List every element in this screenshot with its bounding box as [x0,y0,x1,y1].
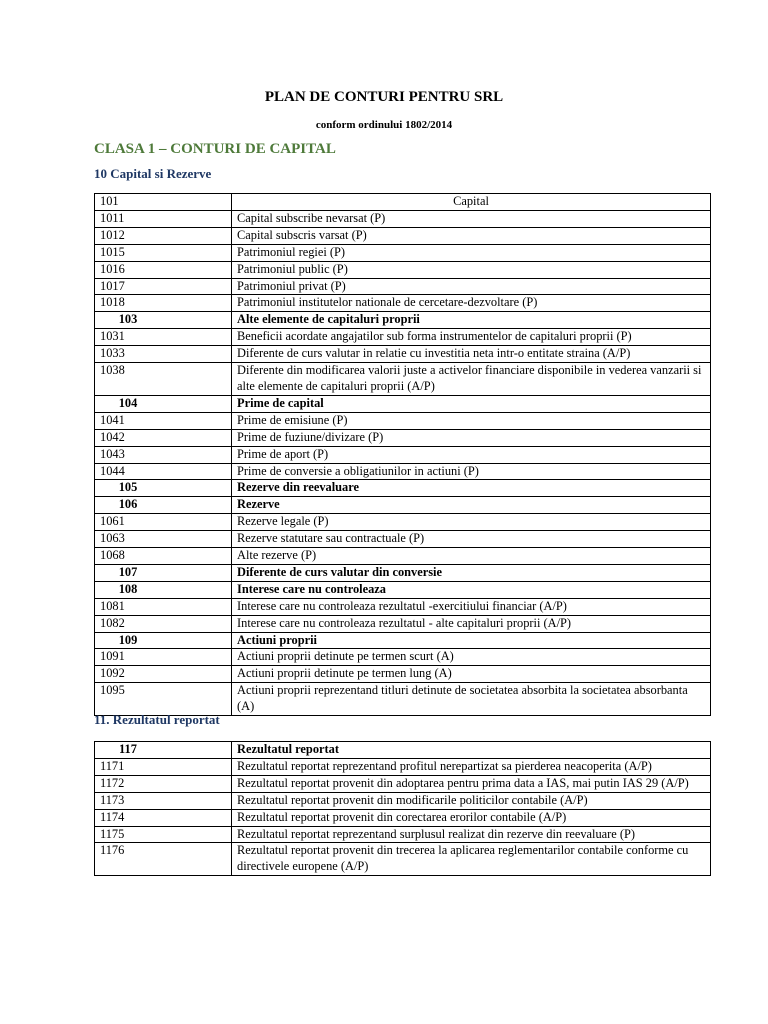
table-row [95,548,711,565]
account-code: 1011 [95,210,232,227]
account-code: 1082 [95,615,232,632]
account-code: 1061 [95,514,232,531]
account-code: 1172 [95,775,232,792]
table-row [95,843,711,876]
table-row [95,742,711,759]
page-subtitle: conform ordinului 1802/2014 [315,119,453,131]
table-row [95,649,711,666]
account-name: Patrimoniul public (P) [232,261,711,278]
account-name: Rezerve statutare sau contractuale (P) [232,531,711,548]
account-name: Diferente din modificarea valorii juste a activelor financiare disponibile in vederea vanzarii si alte elemente de capitaluri proprii (A/P) [232,363,711,396]
table-row [95,295,711,312]
table-row [95,194,711,211]
table-row [95,278,711,295]
table-row [95,446,711,463]
account-name: Diferente de curs valutar din conversie [232,564,711,581]
account-name: Prime de fuziune/divizare (P) [232,429,711,446]
table-row [95,581,711,598]
account-code: 107 [95,564,232,581]
account-name: Actiuni proprii detinute pe termen lung (A) [232,666,711,683]
account-code: 1092 [95,666,232,683]
account-code: 108 [95,581,232,598]
account-name: Rezultatul reportat provenit din modificarile politicilor contabile (A/P) [232,792,711,809]
account-name: Rezultatul reportat provenit din corectarea erorilor contabile (A/P) [232,809,711,826]
account-name: Rezultatul reportat reprezentand profitul nerepartizat sa pierderea neacoperita (A/P) [232,758,711,775]
table-row [95,683,711,716]
account-code: 1176 [95,843,232,876]
account-code: 1174 [95,809,232,826]
account-name: Rezultatul reportat reprezentand surplusul realizat din rezerve din reevaluare (P) [232,826,711,843]
account-name: Rezerve din reevaluare [232,480,711,497]
account-code: 1095 [95,683,232,716]
table-row [95,312,711,329]
account-name: Prime de capital [232,395,711,412]
table-row [95,412,711,429]
account-name: Actiuni proprii [232,632,711,649]
account-name: Interese care nu controleaza rezultatul -exercitiului financiar (A/P) [232,598,711,615]
accounts-table [94,193,711,716]
account-code: 103 [95,312,232,329]
account-code: 104 [95,395,232,412]
table-row [95,775,711,792]
table-row [95,598,711,615]
account-code: 1063 [95,531,232,548]
account-code: 1033 [95,346,232,363]
table-row [95,329,711,346]
table-row [95,497,711,514]
account-code: 1016 [95,261,232,278]
table-row [95,792,711,809]
account-name: Prime de conversie a obligatiunilor in actiuni (P) [232,463,711,480]
account-code: 1018 [95,295,232,312]
page-title: PLAN DE CONTURI PENTRU SRL [264,89,504,105]
account-name: Capital subscribe nevarsat (P) [232,210,711,227]
account-code: 1091 [95,649,232,666]
account-code: 1038 [95,363,232,396]
account-name: Diferente de curs valutar in relatie cu investitia neta intr-o entitate straina (A/P) [232,346,711,363]
table-row [95,429,711,446]
table-row [95,463,711,480]
table-row [95,227,711,244]
account-name: Capital [232,194,711,211]
account-code: 1173 [95,792,232,809]
account-code: 105 [95,480,232,497]
account-name: Capital subscris varsat (P) [232,227,711,244]
account-code: 1015 [95,244,232,261]
account-code: 1041 [95,412,232,429]
class-heading: CLASA 1 – CONTURI DE CAPITAL [94,141,336,157]
account-code: 1031 [95,329,232,346]
account-name: Patrimoniul privat (P) [232,278,711,295]
account-name: Interese care nu controleaza rezultatul - alte capitaluri proprii (A/P) [232,615,711,632]
table-row [95,210,711,227]
account-code: 109 [95,632,232,649]
account-code: 1042 [95,429,232,446]
account-name: Alte rezerve (P) [232,548,711,565]
account-name: Rezultatul reportat [232,742,711,759]
accounts-table-body [95,194,711,716]
table-row [95,261,711,278]
account-name: Actiuni proprii reprezentand titluri detinute de societatea absorbita la societatea absorbanta (A) [232,683,711,716]
account-code: 1017 [95,278,232,295]
account-code: 1081 [95,598,232,615]
accounts-table [94,741,711,876]
table-row [95,363,711,396]
account-code: 1175 [95,826,232,843]
account-code: 117 [95,742,232,759]
account-name: Actiuni proprii detinute pe termen scurt (A) [232,649,711,666]
section-heading: 10 Capital si Rezerve [94,166,212,181]
account-code: 1068 [95,548,232,565]
table-row [95,632,711,649]
accounts-table-body [95,742,711,876]
account-name: Patrimoniul institutelor nationale de cercetare-dezvoltare (P) [232,295,711,312]
account-code: 1012 [95,227,232,244]
account-name: Patrimoniul regiei (P) [232,244,711,261]
section-heading: 11. Rezultatul reportat [94,712,220,727]
table-row [95,244,711,261]
table-row [95,564,711,581]
account-code: 1044 [95,463,232,480]
table-row [95,480,711,497]
account-code: 1043 [95,446,232,463]
table-row [95,809,711,826]
table-row [95,346,711,363]
account-name: Rezerve legale (P) [232,514,711,531]
account-name: Beneficii acordate angajatilor sub forma instrumentelor de capitaluri proprii (P) [232,329,711,346]
account-name: Rezerve [232,497,711,514]
table-row [95,826,711,843]
account-name: Rezultatul reportat provenit din adoptarea pentru prima data a IAS, mai putin IAS 29 (A/P) [232,775,711,792]
account-code: 1171 [95,758,232,775]
table-row [95,615,711,632]
table-row [95,758,711,775]
account-name: Prime de emisiune (P) [232,412,711,429]
account-name: Prime de aport (P) [232,446,711,463]
account-name: Alte elemente de capitaluri proprii [232,312,711,329]
account-name: Rezultatul reportat provenit din trecerea la aplicarea reglementarilor contabile conforme cu directivele europene (A/P) [232,843,711,876]
table-row [95,514,711,531]
table-row [95,395,711,412]
account-code: 101 [95,194,232,211]
account-name: Interese care nu controleaza [232,581,711,598]
account-code: 106 [95,497,232,514]
table-row [95,531,711,548]
table-row [95,666,711,683]
